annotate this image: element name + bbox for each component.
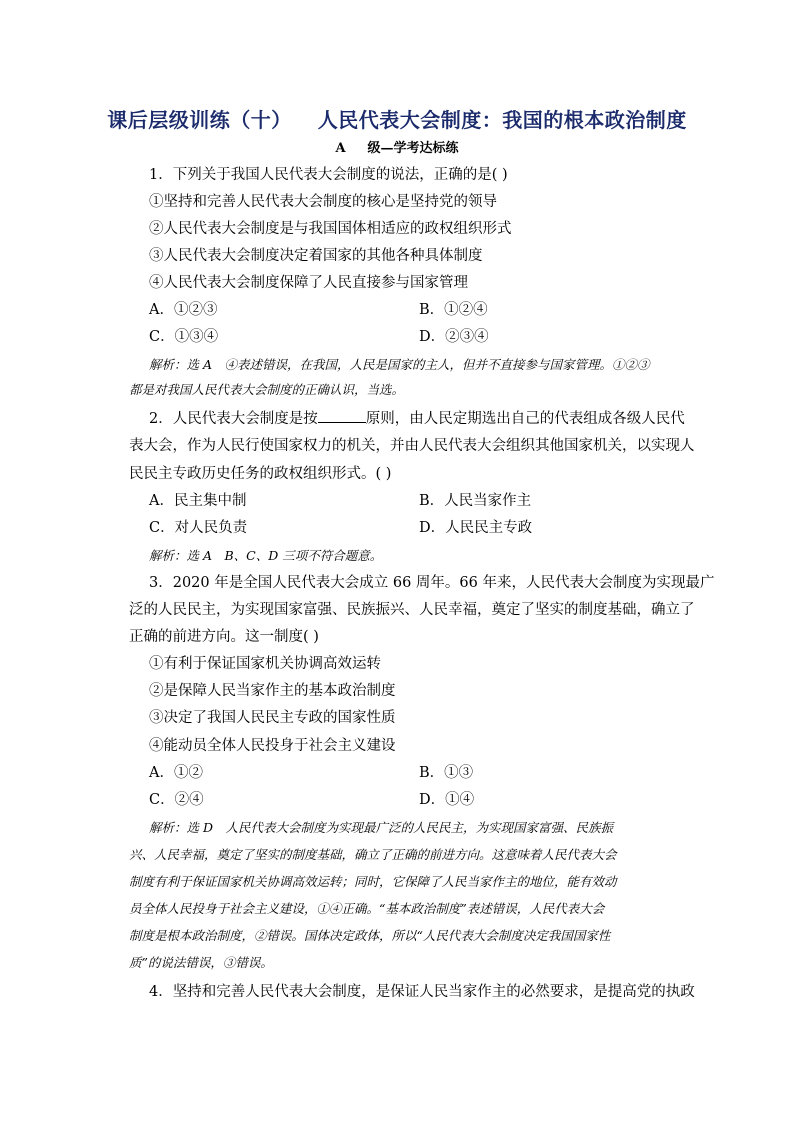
q2-stem-start: 2．人民代表大会制度是按 bbox=[149, 411, 318, 427]
q3-analysis-cont: 质”的说法错误，③错误。 bbox=[129, 955, 273, 970]
q3-item: ③决定了我国人民民主专政的国家性质 bbox=[149, 710, 396, 726]
q3-analysis: 解析：选 D 人民代表大会制度为实现最广泛的人民民主，为实现国家富强、民族振 bbox=[149, 820, 613, 835]
section-text: 级—学考达标练 bbox=[367, 141, 459, 156]
title-series: 课后层级训练（十） bbox=[107, 108, 292, 132]
q1-item: ①坚持和完善人民代表大会制度的核心是坚持党的领导 bbox=[149, 194, 497, 210]
q3-analysis-cont: 兴、人民幸福，奠定了坚实的制度基础，确立了正确的前进方向。这意味着人民代表大会 bbox=[129, 847, 617, 862]
q3-item: ②是保障人民当家作主的基本政治制度 bbox=[149, 683, 396, 699]
q2-stem bbox=[149, 409, 685, 428]
q1-option-d: D．②③④ bbox=[419, 329, 489, 345]
q4-stem: 4．坚持和完善人民代表大会制度，是保证人民当家作主的必然要求，是提高党的执政 bbox=[149, 984, 695, 1000]
page-title bbox=[0, 104, 794, 133]
q2-stem-cont: 表大会，作为人民行使国家权力的机关，并由人民代表大会组织其他国家机关，以实现人 bbox=[129, 438, 695, 454]
q3-stem: 3．2020 年是全国人民代表大会成立 66 周年。66 年来，人民代表大会制度为实现最广 bbox=[149, 575, 715, 591]
q2-stem-end: 原则，由人民定期选出自己的代表组成各级人民代 bbox=[365, 411, 685, 427]
section-heading bbox=[0, 137, 794, 156]
title-topic: 人民代表大会制度：我国的根本政治制度 bbox=[317, 108, 687, 132]
q1-analysis-cont: 都是对我国人民代表大会制度的正确认识，当选。 bbox=[129, 382, 405, 397]
q2-option-b: B．人民当家作主 bbox=[419, 493, 532, 509]
q1-analysis: 解析：选 A ④表述错误，在我国，人民是国家的主人，但并不直接参与国家管理。①②③ bbox=[149, 357, 650, 372]
q3-item: ①有利于保证国家机关协调高效运转 bbox=[149, 656, 381, 672]
q1-item: ④人民代表大会制度保障了人民直接参与国家管理 bbox=[149, 275, 468, 291]
q3-analysis-cont: 员全体人民投身于社会主义建设，①④正确。“基本政治制度”表述错误，人民代表大会 bbox=[129, 901, 605, 916]
q2-option-c: C．对人民负责 bbox=[149, 520, 248, 536]
q2-option-a: A．民主集中制 bbox=[149, 493, 247, 509]
q2-analysis: 解析：选 A B、C、D 三项不符合题意。 bbox=[149, 548, 383, 563]
q1-option-c: C．①③④ bbox=[149, 329, 219, 345]
section-letter: A bbox=[335, 141, 346, 156]
q1-option-a: A．①②③ bbox=[149, 302, 218, 318]
q1-item: ③人民代表大会制度决定着国家的其他各种具体制度 bbox=[149, 248, 483, 264]
q3-option-d: D．①④ bbox=[419, 792, 475, 808]
q2-option-d: D．人民民主专政 bbox=[419, 520, 533, 536]
q3-option-a: A．①② bbox=[149, 765, 203, 781]
q3-option-b: B．①③ bbox=[419, 765, 474, 781]
q2-stem-cont: 民民主专政历史任务的政权组织形式。( ) bbox=[129, 466, 392, 482]
q3-analysis-cont: 制度有利于保证国家机关协调高效运转；同时，它保障了人民当家作主的地位，能有效动 bbox=[129, 874, 617, 889]
answer-blank bbox=[318, 409, 366, 423]
q1-item: ②人民代表大会制度是与我国国体相适应的政权组织形式 bbox=[149, 221, 512, 237]
q3-stem-cont: 泛的人民民主，为实现国家富强、民族振兴、人民幸福，奠定了坚实的制度基础，确立了 bbox=[129, 602, 695, 618]
q1-option-b: B．①②④ bbox=[419, 302, 488, 318]
q3-option-c: C．②④ bbox=[149, 792, 204, 808]
q3-stem-cont: 正确的前进方向。这一制度( ) bbox=[129, 629, 319, 645]
q1-stem: 1．下列关于我国人民代表大会制度的说法，正确的是( ) bbox=[149, 167, 508, 183]
q3-analysis-cont: 制度是根本政治制度，②错误。国体决定政体，所以“人民代表大会制度决定我国国家性 bbox=[129, 928, 611, 943]
q3-item: ④能动员全体人民投身于社会主义建设 bbox=[149, 738, 396, 754]
